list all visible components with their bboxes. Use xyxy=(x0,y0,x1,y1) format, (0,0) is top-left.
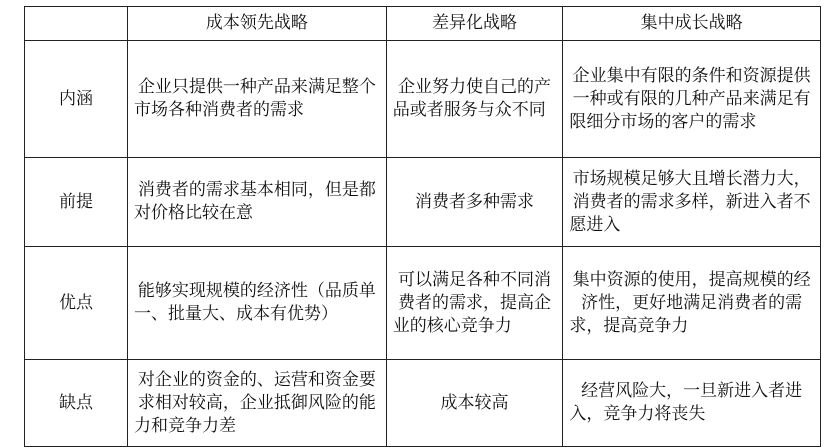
table-body xyxy=(25,41,821,447)
header-corner-cell xyxy=(25,7,128,41)
cell-connotation-differentiation: 企业努力使自己的产品或者服务与众不同 xyxy=(386,41,563,158)
cell-advantages-cost-leadership: 能够实现规模的经济性（品质单一、批量大、成本有优势） xyxy=(128,247,387,360)
header-row xyxy=(25,7,821,41)
table-row-premise xyxy=(25,158,821,247)
table-row-connotation xyxy=(25,41,821,158)
cell-advantages-focus-growth: 集中资源的使用，提高规模的经济性，更好地满足消费者的需求，提高竞争力 xyxy=(563,247,821,360)
cell-connotation-cost-leadership: 企业只提供一种产品来满足整个市场各种消费者的需求 xyxy=(128,41,387,158)
header-focus-growth: 集中成长战略 xyxy=(563,7,821,41)
row-label-premise: 前提 xyxy=(25,158,128,247)
cell-disadvantages-focus-growth: 经营风险大，一旦新进入者进入，竞争力将丧失 xyxy=(563,360,821,447)
row-label-connotation: 内涵 xyxy=(25,41,128,158)
table-row-advantages xyxy=(25,247,821,360)
cell-premise-differentiation: 消费者多种需求 xyxy=(386,158,563,247)
cell-premise-focus-growth: 市场规模足够大且增长潜力大，消费者的需求多样，新进入者不愿进入 xyxy=(563,158,821,247)
cell-advantages-differentiation: 可以满足各种不同消费者的需求，提高企业的核心竞争力 xyxy=(386,247,563,360)
strategy-comparison-table xyxy=(24,6,821,447)
cell-disadvantages-differentiation: 成本较高 xyxy=(386,360,563,447)
cell-premise-cost-leadership: 消费者的需求基本相同，但是都对价格比较在意 xyxy=(128,158,387,247)
cell-disadvantages-cost-leadership: 对企业的资金的、运营和资金要求相对较高，企业抵御风险的能力和竞争力差 xyxy=(128,360,387,447)
header-cost-leadership: 成本领先战略 xyxy=(128,7,387,41)
table-header xyxy=(25,7,821,41)
header-differentiation: 差异化战略 xyxy=(386,7,563,41)
row-label-disadvantages: 缺点 xyxy=(25,360,128,447)
cell-connotation-focus-growth: 企业集中有限的条件和资源提供一种或有限的几种产品来满足有限细分市场的客户的需求 xyxy=(563,41,821,158)
row-label-advantages: 优点 xyxy=(25,247,128,360)
table-row-disadvantages xyxy=(25,360,821,447)
